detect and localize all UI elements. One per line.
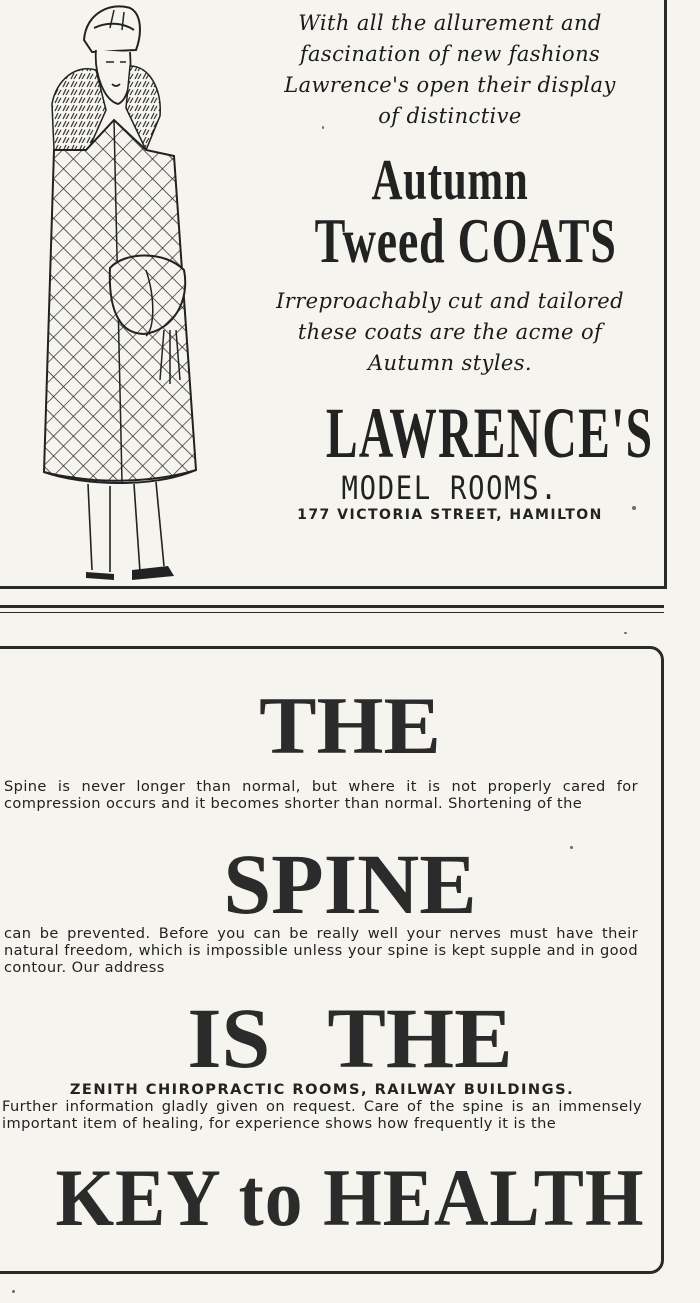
coats-advertisement [0, 0, 667, 589]
store-subtitle: MODEL ROOMS. [341, 469, 559, 507]
description-line-3: Autumn styles. [367, 351, 533, 375]
print-speck [12, 1290, 15, 1293]
intro-line-3: Lawrence's open their display [284, 73, 616, 97]
divider-rule-thin [0, 612, 664, 613]
store-name: LAWRENCE'S [325, 393, 654, 473]
divider-rule-thick [0, 605, 664, 608]
intro-line-4: of distinctive [378, 104, 522, 128]
intro-line-2: fascination of new fashions [299, 42, 601, 66]
headline-spine: SPINE [223, 836, 477, 932]
print-speck [570, 846, 573, 849]
print-speck [632, 506, 636, 510]
paragraph-further-information: Further information gladly given on request. Care of the spine is an immensely important item of healing, for experience shows how frequently it is the [2, 1098, 642, 1132]
print-speck [322, 126, 324, 129]
headline-the: THE [259, 680, 441, 771]
headline-is-the: IS THE [187, 990, 513, 1086]
headline-tweed-coats: Tweed COATS [314, 205, 617, 276]
description-line-2: these coats are the acme of [297, 320, 603, 344]
paragraph-nerves-freedom: can be prevented. Before you can be really well your nerves must have their natural freedom, which is impossible unless your spine is kept supple and in good contour. Our address [4, 925, 638, 976]
paragraph-spine-compression: Spine is never longer than normal, but where it is not properly cared for compression occurs and it becomes shorter than normal. Shortening of the [4, 778, 638, 812]
headline-autumn: Autumn [371, 147, 529, 212]
headline-key-to-health: KEY to HEALTH [55, 1152, 645, 1243]
woman-in-coat-illustration [14, 0, 214, 586]
store-address: 177 VICTORIA STREET, HAMILTON [297, 507, 603, 523]
description-line-1: Irreproachably cut and tailored [276, 289, 624, 313]
business-name-address: ZENITH CHIROPRACTIC ROOMS, RAILWAY BUILDINGS. [69, 1081, 575, 1098]
intro-line-1: With all the allurement and [298, 11, 602, 35]
coats-ad-text-block [262, 8, 654, 525]
business-block [2, 1081, 642, 1132]
print-speck [624, 632, 627, 634]
